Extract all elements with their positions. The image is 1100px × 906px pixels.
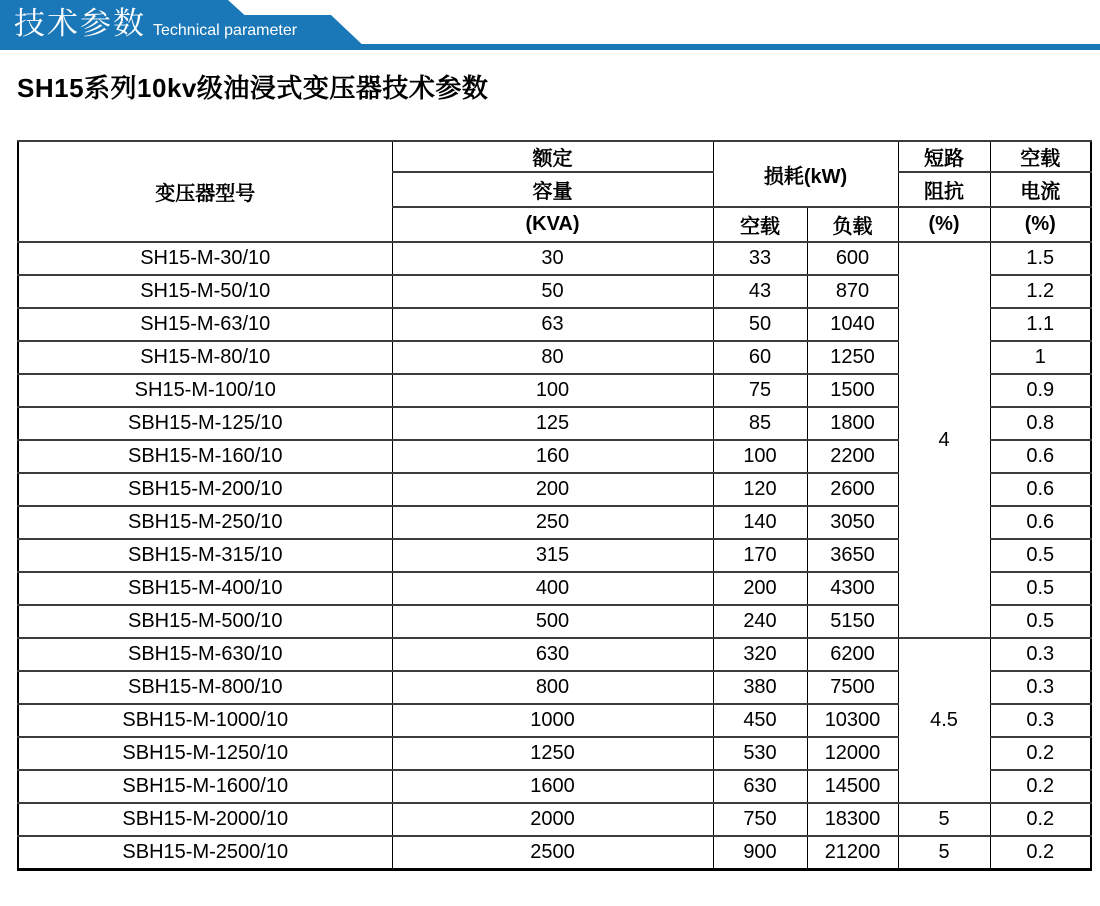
table-header	[18, 141, 1091, 242]
cell-model: SBH15-M-125/10	[18, 407, 392, 440]
cell-model: SH15-M-50/10	[18, 275, 392, 308]
cell-rated-capacity: 500	[392, 605, 713, 638]
table-row	[18, 803, 1091, 836]
header-model: 变压器型号	[18, 141, 392, 242]
cell-rated-capacity: 315	[392, 539, 713, 572]
cell-rated-capacity: 250	[392, 506, 713, 539]
cell-load-loss: 12000	[807, 737, 898, 770]
cell-noload-current: 0.3	[990, 671, 1091, 704]
header-impedance-unit: (%)	[898, 207, 990, 242]
cell-rated-capacity: 800	[392, 671, 713, 704]
cell-noload-loss: 900	[713, 836, 807, 870]
cell-load-loss: 14500	[807, 770, 898, 803]
cell-short-circuit-impedance: 4	[898, 242, 990, 638]
cell-rated-capacity: 1600	[392, 770, 713, 803]
cell-noload-loss: 320	[713, 638, 807, 671]
cell-noload-current: 0.5	[990, 539, 1091, 572]
cell-model: SBH15-M-1250/10	[18, 737, 392, 770]
cell-rated-capacity: 160	[392, 440, 713, 473]
cell-load-loss: 10300	[807, 704, 898, 737]
cell-noload-loss: 450	[713, 704, 807, 737]
cell-noload-current: 0.5	[990, 572, 1091, 605]
cell-short-circuit-impedance: 4.5	[898, 638, 990, 803]
cell-noload-loss: 140	[713, 506, 807, 539]
cell-rated-capacity: 400	[392, 572, 713, 605]
table-row	[18, 638, 1091, 671]
cell-load-loss: 870	[807, 275, 898, 308]
cell-noload-current: 0.3	[990, 704, 1091, 737]
cell-short-circuit-impedance: 5	[898, 803, 990, 836]
cell-noload-current: 1.2	[990, 275, 1091, 308]
cell-noload-current: 1.1	[990, 308, 1091, 341]
cell-rated-capacity: 50	[392, 275, 713, 308]
table-row	[18, 242, 1091, 275]
header-rated-line2: 容量	[392, 172, 713, 207]
cell-model: SBH15-M-250/10	[18, 506, 392, 539]
cell-noload-current: 0.5	[990, 605, 1091, 638]
cell-load-loss: 7500	[807, 671, 898, 704]
cell-rated-capacity: 1250	[392, 737, 713, 770]
header-rated-line1: 额定	[392, 141, 713, 172]
cell-noload-loss: 380	[713, 671, 807, 704]
spec-table	[17, 140, 1092, 871]
cell-noload-current: 1	[990, 341, 1091, 374]
header-row-1	[18, 141, 1091, 172]
header-current-line1: 空载	[990, 141, 1091, 172]
cell-noload-loss: 60	[713, 341, 807, 374]
cell-noload-current: 0.6	[990, 440, 1091, 473]
cell-load-loss: 1250	[807, 341, 898, 374]
cell-load-loss: 1040	[807, 308, 898, 341]
cell-noload-current: 0.6	[990, 506, 1091, 539]
cell-load-loss: 3050	[807, 506, 898, 539]
header-rated-unit: (KVA)	[392, 207, 713, 242]
header-loss: 损耗(kW)	[713, 141, 898, 207]
cell-noload-current: 0.9	[990, 374, 1091, 407]
cell-model: SBH15-M-1000/10	[18, 704, 392, 737]
cell-noload-loss: 50	[713, 308, 807, 341]
cell-noload-loss: 630	[713, 770, 807, 803]
cell-model: SBH15-M-400/10	[18, 572, 392, 605]
cell-load-loss: 4300	[807, 572, 898, 605]
banner-title-en: Technical parameter	[153, 22, 298, 39]
cell-noload-loss: 170	[713, 539, 807, 572]
cell-load-loss: 6200	[807, 638, 898, 671]
cell-noload-loss: 75	[713, 374, 807, 407]
cell-rated-capacity: 630	[392, 638, 713, 671]
header-current-line2: 电流	[990, 172, 1091, 207]
cell-load-loss: 2600	[807, 473, 898, 506]
cell-model: SBH15-M-630/10	[18, 638, 392, 671]
header-current-unit: (%)	[990, 207, 1091, 242]
cell-short-circuit-impedance: 5	[898, 836, 990, 870]
cell-noload-current: 0.8	[990, 407, 1091, 440]
cell-model: SH15-M-100/10	[18, 374, 392, 407]
cell-load-loss: 18300	[807, 803, 898, 836]
table-row	[18, 836, 1091, 870]
header-impedance-line1: 短路	[898, 141, 990, 172]
cell-noload-current: 0.3	[990, 638, 1091, 671]
cell-rated-capacity: 30	[392, 242, 713, 275]
header-impedance-line2: 阻抗	[898, 172, 990, 207]
cell-model: SBH15-M-2000/10	[18, 803, 392, 836]
cell-model: SBH15-M-200/10	[18, 473, 392, 506]
cell-model: SH15-M-80/10	[18, 341, 392, 374]
header-banner	[0, 0, 1100, 52]
cell-rated-capacity: 2500	[392, 836, 713, 870]
cell-load-loss: 2200	[807, 440, 898, 473]
cell-load-loss: 1500	[807, 374, 898, 407]
cell-noload-loss: 100	[713, 440, 807, 473]
cell-noload-current: 1.5	[990, 242, 1091, 275]
cell-noload-loss: 33	[713, 242, 807, 275]
cell-rated-capacity: 200	[392, 473, 713, 506]
cell-noload-loss: 200	[713, 572, 807, 605]
cell-load-loss: 1800	[807, 407, 898, 440]
header-loss-load: 负载	[807, 207, 898, 242]
cell-noload-current: 0.2	[990, 770, 1091, 803]
cell-load-loss: 21200	[807, 836, 898, 870]
cell-noload-current: 0.2	[990, 836, 1091, 870]
cell-model: SBH15-M-315/10	[18, 539, 392, 572]
cell-load-loss: 600	[807, 242, 898, 275]
page-title: SH15系列10kv级油浸式变压器技术参数	[17, 73, 489, 103]
cell-rated-capacity: 1000	[392, 704, 713, 737]
cell-noload-loss: 750	[713, 803, 807, 836]
cell-rated-capacity: 2000	[392, 803, 713, 836]
cell-noload-current: 0.2	[990, 737, 1091, 770]
cell-noload-loss: 240	[713, 605, 807, 638]
cell-rated-capacity: 100	[392, 374, 713, 407]
banner-title-cn: 技术参数	[14, 6, 146, 41]
header-loss-noload: 空载	[713, 207, 807, 242]
cell-model: SBH15-M-500/10	[18, 605, 392, 638]
cell-model: SBH15-M-160/10	[18, 440, 392, 473]
cell-rated-capacity: 63	[392, 308, 713, 341]
cell-model: SBH15-M-1600/10	[18, 770, 392, 803]
cell-noload-loss: 43	[713, 275, 807, 308]
cell-rated-capacity: 125	[392, 407, 713, 440]
cell-load-loss: 5150	[807, 605, 898, 638]
cell-rated-capacity: 80	[392, 341, 713, 374]
cell-noload-current: 0.2	[990, 803, 1091, 836]
cell-model: SBH15-M-2500/10	[18, 836, 392, 870]
cell-noload-loss: 120	[713, 473, 807, 506]
cell-noload-current: 0.6	[990, 473, 1091, 506]
cell-model: SBH15-M-800/10	[18, 671, 392, 704]
cell-model: SH15-M-30/10	[18, 242, 392, 275]
cell-load-loss: 3650	[807, 539, 898, 572]
cell-model: SH15-M-63/10	[18, 308, 392, 341]
cell-noload-loss: 85	[713, 407, 807, 440]
cell-noload-loss: 530	[713, 737, 807, 770]
table-body	[18, 242, 1091, 870]
